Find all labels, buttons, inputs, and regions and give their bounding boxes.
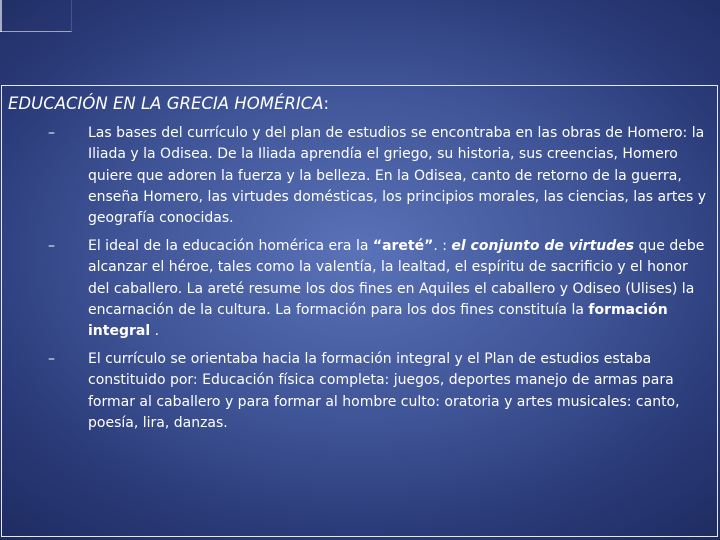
bullet-text-segment: El ideal de la educación homérica era la [88,238,373,254]
bullet-text-segment: que debe alcanzar el héroe, tales como la valentía, la lealtad, el espíritu de sacrificio y el honor del caballero. La areté resume los dos fines en Aquiles el caballero y Odiseo (Ulises) la encarnación de la cultura. La formación para los dos fines constituía la [88,238,705,318]
slide-title-colon: : [323,94,330,113]
bullet-item-curriculo: El currículo se orientaba hacia la formación integral y el Plan de estudios estaba constituido por: Educación física completa: juegos, deportes manejo de armas para formar al caballero y para formar al hombre culto: oratoria y artes musicales: canto, poesía, lira, danzas. [88,351,680,431]
arete-term: “areté” [372,238,434,254]
formacion-integral-term: formación integral [88,301,668,340]
bullet-item-arete [88,236,713,342]
bullet-dash: – [48,351,55,367]
bullet-text-segment: . [150,323,160,340]
bullet-dash: – [48,125,55,141]
bullet-text-segment: . : [433,238,452,254]
conjunto-virtudes-term: el conjunto de virtudes [451,238,635,254]
bullet-item-homero-obras: Las bases del currículo y del plan de estudios se encontraba en las obras de Homero: la Iliada y la Odisea. De la Iliada aprendía el griego, su historia, sus creencias, Homero quiere que adoren la fuerza y la belleza. En la Odisea, canto de retorno de la guerra, enseña Homero, las virtudes domésticas, los principios morales, las ciencias, las artes y geografía conocidas. [88,125,706,227]
slide-title: EDUCACIÓN EN LA GRECIA HOMÉRICA [8,94,324,113]
bullet-dash: – [48,238,55,254]
